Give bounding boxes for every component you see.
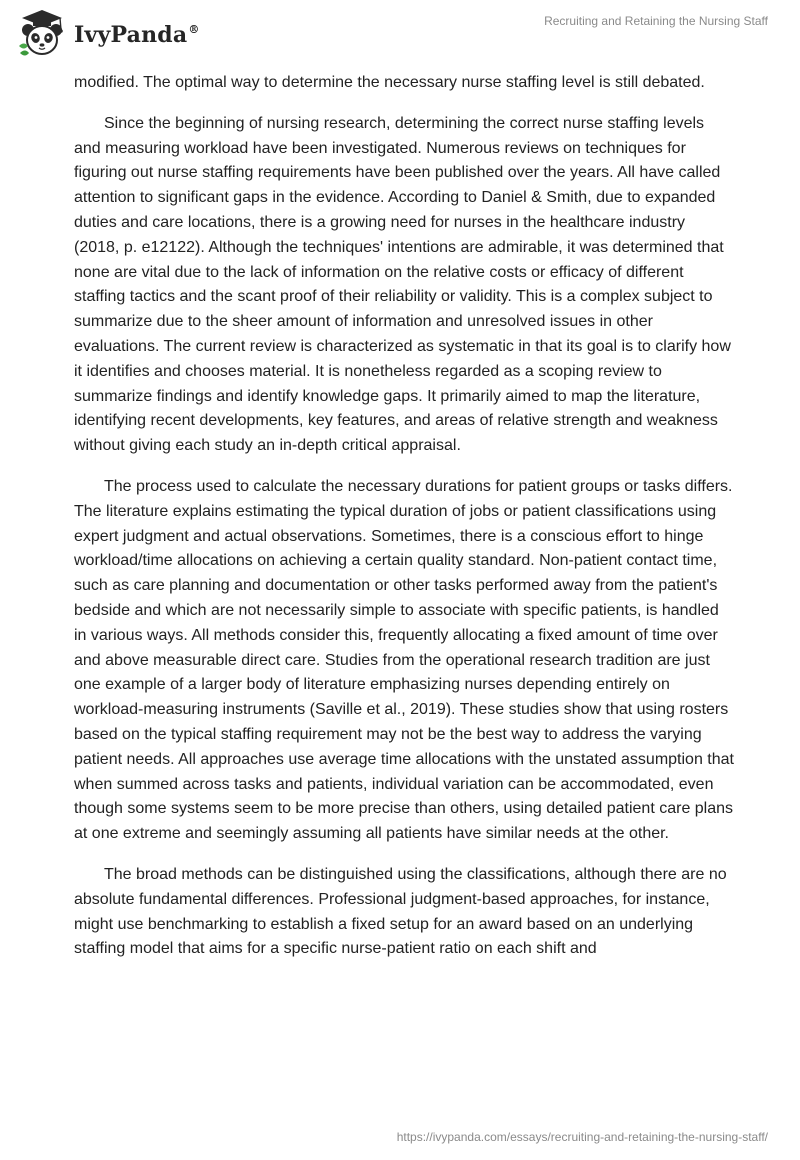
registered-mark: ®: [188, 23, 200, 36]
ivypanda-logo[interactable]: [16, 8, 200, 58]
paragraph: The process used to calculate the necessary durations for patient groups or tasks differs. The literature explains estimating the typical duration of jobs or patient classifications using expert judgment and actual observations. Sometimes, there is a conscious effort to hinge workload/time allocations on achieving a certain quality standard. Non-patient contact time, such as care planning and documentation or other tasks performed away from the patient's bedside and which are not necessarily simple to associate with specific patients, is handled in various ways. All methods consider this, frequently allocating a fixed amount of time over and above measurable direct care. Studies from the operational research tradition are just one example of a larger body of literature emphasizing nurses depending entirely on workload-measuring instruments (Saville et al., 2019). These studies show that using rosters based on the typical staffing requirement may not be the best way to address the varying patient needs. All approaches use average time allocations with the unstated assumption that when summed across tasks and patients, individual variation can be accommodated, even though some systems seem to be more precise than others, using detailed patient care plans at one extreme and seemingly assuming all patients have similar needs at the other.: [74, 477, 734, 843]
brand-name: IvyPanda®: [74, 22, 200, 48]
essay-body: [74, 71, 734, 978]
paragraph: Since the beginning of nursing research, determining the correct nurse staffing levels and measuring workload have been investigated. Numerous reviews on techniques for figuring out nurse staffing requirements have been published over the years. All have called attention to significant gaps in the evidence. According to Daniel & Smith, due to expanded duties and care locations, there is a growing need for nurses in the healthcare industry (2018, p. e12122). Although the techniques' intentions are admirable, it was determined that none are vital due to the lack of information on the relative costs or efficacy of different staffing tactics and the scant proof of their reliability or validity. This is a complex subject to summarize due to the sheer amount of information and unresolved issues in other evaluations. The current review is characterized as systematic in that its goal is to clarify how it identifies and chooses material. It is nonetheless regarded as a scoping review to summarize findings and identify knowledge gaps. It primarily aimed to map the literature, identifying recent developments, key features, and areas of relative strength and weakness without giving each study an in-depth critical appraisal.: [74, 114, 731, 455]
paragraph: The broad methods can be distinguished using the classifications, although there are no absolute fundamental differences. Professional judgment-based approaches, for instance, might use benchmarking to establish a fixed setup for an award based on an underlying staffing model that aims for a specific nurse-patient ratio on each shift and: [74, 865, 727, 958]
paragraph: modified. The optimal way to determine the necessary nurse staffing level is still debated.: [74, 74, 705, 91]
source-url[interactable]: https://ivypanda.com/essays/recruiting-and-retaining-the-nursing-staff/: [396, 1130, 768, 1144]
panda-graduate-icon: [16, 8, 68, 58]
page-header: [0, 0, 800, 70]
document-title: Recruiting and Retaining the Nursing Staff: [544, 14, 768, 28]
